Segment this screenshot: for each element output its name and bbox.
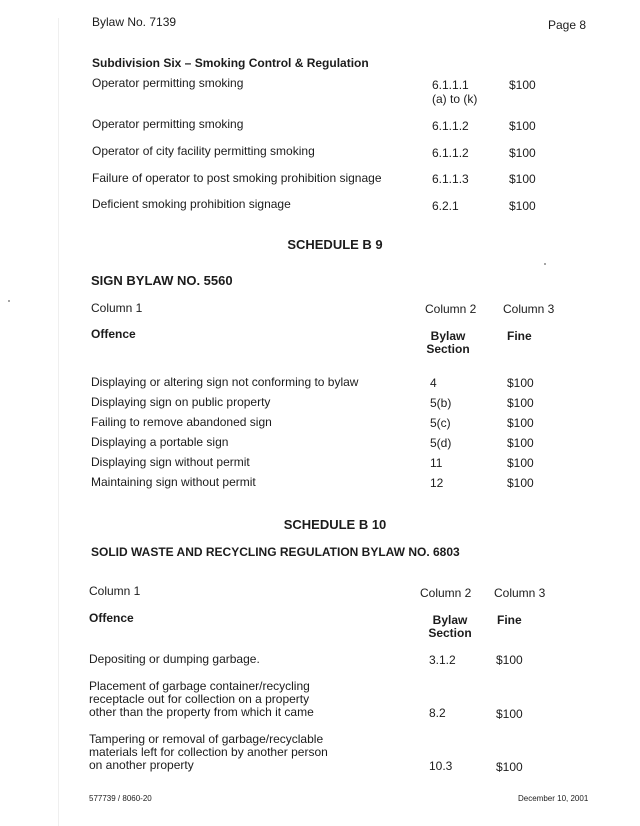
fine-amount: $100	[507, 376, 534, 390]
section-number: 6.1.1.2	[432, 146, 469, 160]
section-number: 10.3	[429, 759, 453, 773]
schedule-b10-title: SCHEDULE B 10	[283, 517, 387, 532]
offence-text: Displaying a portable sign	[91, 435, 229, 449]
fine-amount: $100	[507, 396, 534, 410]
offence-header: Offence	[89, 611, 134, 625]
fine-header: Fine	[497, 613, 522, 627]
fine-amount: $100	[507, 416, 534, 430]
fine-amount: $100	[496, 760, 523, 774]
fine-amount: $100	[509, 199, 536, 213]
offence-text: Depositing or dumping garbage.	[89, 652, 260, 666]
offence-text: materials left for collection by another person	[89, 745, 328, 759]
fine-amount: $100	[496, 707, 523, 721]
section-number: 3.1.2	[429, 653, 456, 667]
offence-text: Operator permitting smoking	[92, 117, 244, 131]
offence-text: Placement of garbage container/recycling	[89, 679, 310, 693]
column-1-header: Column 1	[91, 301, 143, 315]
offence-text: Displaying or altering sign not conforming to bylaw	[91, 375, 359, 389]
section-number: 6.1.1.3	[432, 172, 469, 186]
fine-amount: $100	[507, 456, 534, 470]
schedule-b9-title: SCHEDULE B 9	[287, 237, 383, 252]
column-3-header: Column 3	[503, 302, 555, 316]
page-edge-shadow	[58, 18, 59, 826]
fine-amount: $100	[509, 119, 536, 133]
offence-text: Displaying sign on public property	[91, 395, 271, 409]
document-date: December 10, 2001	[518, 794, 589, 803]
fine-amount: $100	[509, 78, 536, 92]
document-reference: 577739 / 8060-20	[89, 794, 152, 803]
section-number: 5(b)	[430, 396, 452, 410]
section-number: 5(d)	[430, 436, 452, 450]
bylaw-number: Bylaw No. 7139	[92, 15, 177, 29]
offence-text: Tampering or removal of garbage/recyclable	[89, 732, 324, 746]
fine-amount: $100	[509, 172, 536, 186]
offence-text: Failure of operator to post smoking prohibition signage	[92, 171, 382, 185]
solid-waste-bylaw-heading: SOLID WASTE AND RECYCLING REGULATION BYLAW NO. 6803	[91, 545, 460, 559]
offence-text: on another property	[89, 758, 194, 772]
fine-amount: $100	[496, 653, 523, 667]
section-number: 12	[430, 476, 444, 490]
bylaw-section-header-line2: Section	[426, 342, 470, 356]
fine-amount: $100	[509, 146, 536, 160]
offence-text: Maintaining sign without permit	[91, 475, 256, 489]
scan-speck	[8, 300, 10, 302]
offence-text: Failing to remove abandoned sign	[91, 415, 272, 429]
page-number: Page 8	[548, 18, 587, 32]
offence-text: Displaying sign without permit	[91, 455, 250, 469]
offence-text: Operator permitting smoking	[92, 76, 244, 90]
section-number: 6.1.1.1	[432, 78, 469, 92]
offence-text: Deficient smoking prohibition signage	[92, 197, 291, 211]
scan-speck	[544, 263, 546, 265]
column-2-header: Column 2	[420, 586, 472, 600]
subdivision-title: Subdivision Six – Smoking Control & Regulation	[92, 56, 369, 70]
bylaw-section-header-line1: Bylaw	[432, 613, 468, 627]
column-3-header: Column 3	[494, 586, 546, 600]
fine-amount: $100	[507, 476, 534, 490]
bylaw-section-header-line1: Bylaw	[430, 329, 466, 343]
fine-header: Fine	[507, 329, 532, 343]
section-number: 6.1.1.2	[432, 119, 469, 133]
column-1-header: Column 1	[89, 584, 141, 598]
offence-text: Operator of city facility permitting smoking	[92, 144, 315, 158]
section-number: 5(c)	[430, 416, 451, 430]
section-number: 8.2	[429, 706, 446, 720]
column-2-header: Column 2	[425, 302, 477, 316]
section-number: 11	[430, 456, 443, 470]
section-number: 6.2.1	[432, 199, 459, 213]
fine-amount: $100	[507, 436, 534, 450]
section-number: 4	[430, 376, 437, 390]
offence-header: Offence	[91, 327, 136, 341]
sign-bylaw-heading: SIGN BYLAW NO. 5560	[91, 273, 233, 288]
offence-text: other than the property from which it came	[89, 705, 314, 719]
section-number-range: (a) to (k)	[432, 92, 478, 106]
offence-text: receptacle out for collection on a property	[89, 692, 310, 706]
bylaw-section-header-line2: Section	[428, 626, 472, 640]
